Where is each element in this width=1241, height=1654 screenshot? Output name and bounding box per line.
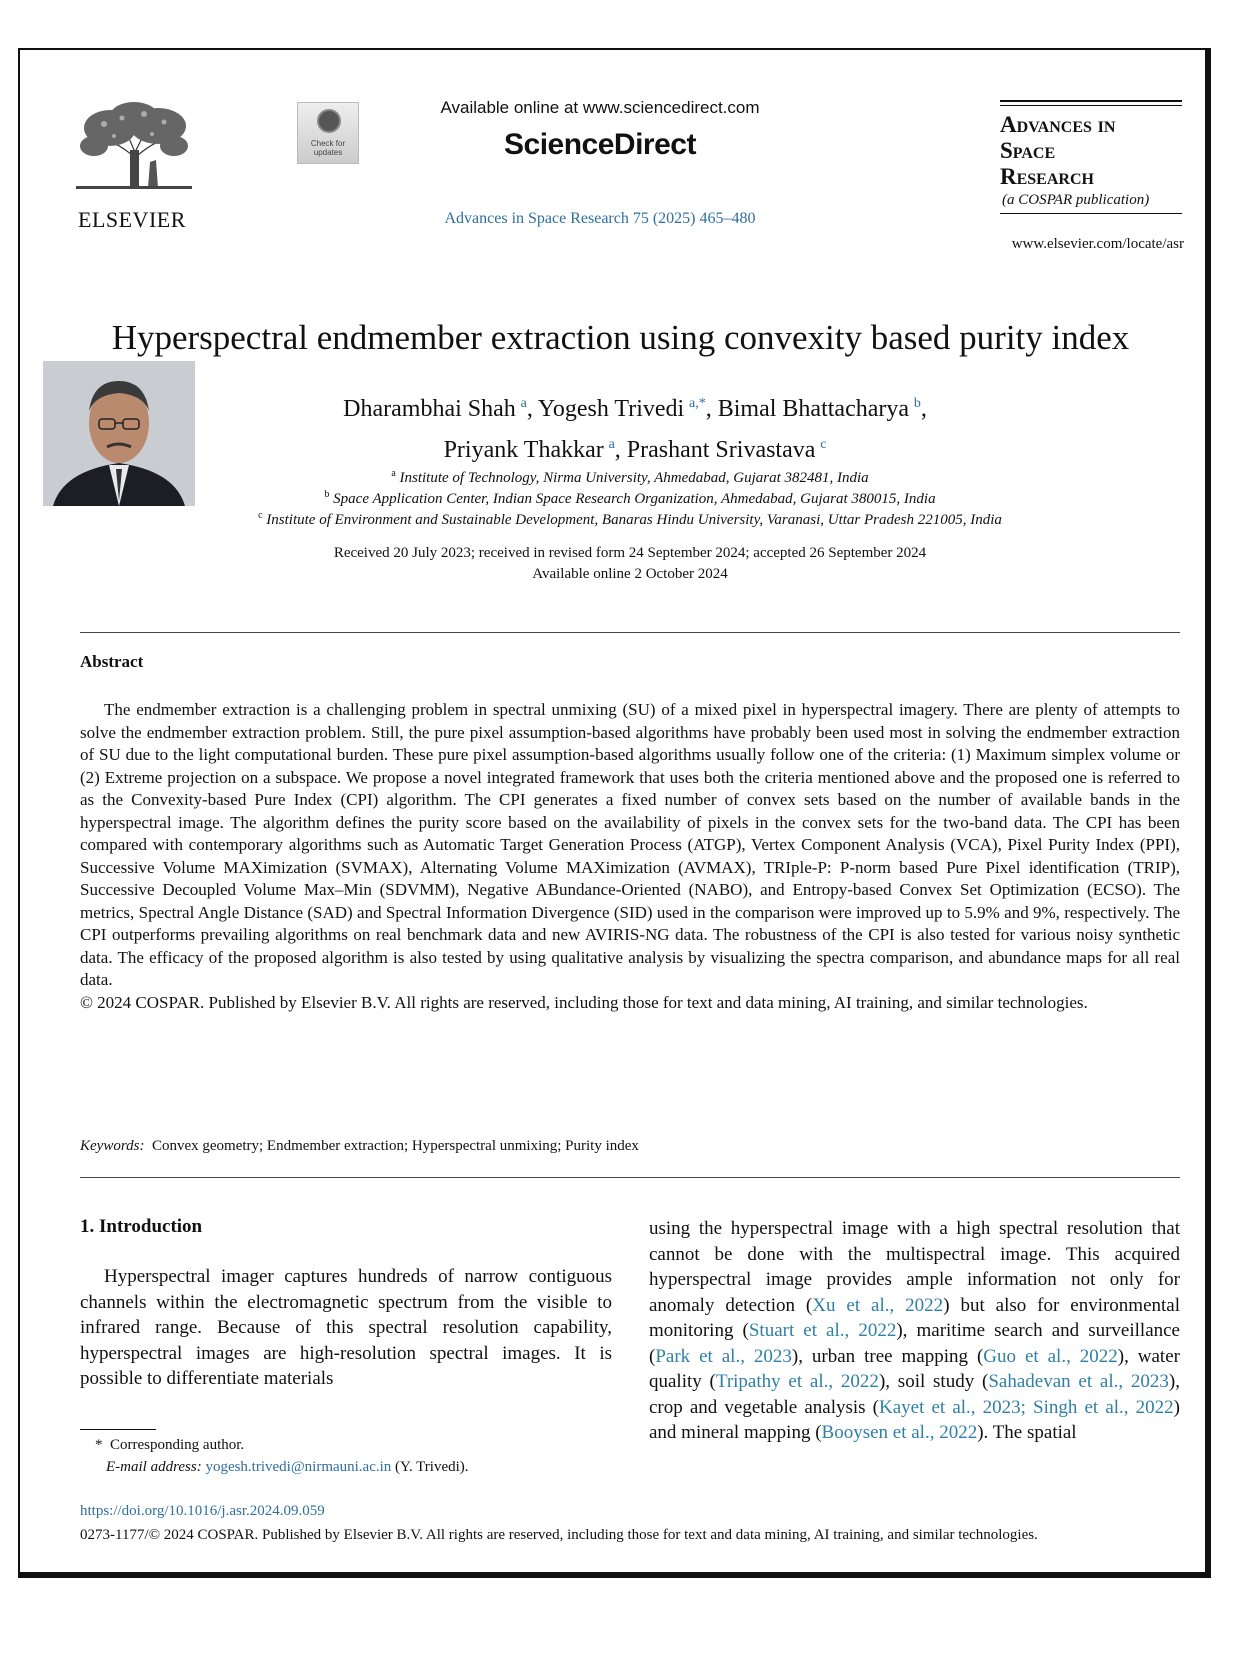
body-text: ). The spatial — [977, 1422, 1077, 1443]
affiliation-a: $^a$ Institute of Technology, Nirma University, Ahmedabad, Gujarat 382481, India — [391, 468, 869, 486]
author-separator: , — [705, 396, 718, 422]
available-online: Available online at www.sciencedirect.com — [440, 98, 760, 117]
journal-subtitle: (a COSPAR publication) — [1002, 192, 1150, 208]
intro-column-2 — [649, 1216, 1180, 1446]
citation-link[interactable]: Sahadevan et al., 2023 — [988, 1371, 1169, 1392]
author-affiliation-marker[interactable]: a — [608, 437, 615, 452]
body-text: using the hyperspectral image with a high spectral resolution that cannot be done with the multispectral image. This acquired hyperspectral image provides ample information not only for anomaly detection ( — [649, 1218, 1180, 1316]
footer-copyright: 0273-1177/© 2024 COSPAR. Published by Elsevier B.V. All rights are reserved, including those for text and data mining, AI training, and similar technologies. — [80, 1527, 1038, 1543]
abstract-copyright: © 2024 COSPAR. Published by Elsevier B.V. All rights are reserved, including those for text and data mining, AI training, and similar technologies. — [80, 992, 1088, 1012]
author-name: Yogesh Trivedi — [537, 396, 685, 422]
elsevier-tree-logo — [74, 100, 194, 190]
body-text: ), crop and vegetable analysis ( — [649, 1371, 1180, 1418]
body-text: ) and mineral mapping ( — [649, 1396, 1180, 1443]
check-for-updates-badge[interactable] — [297, 102, 359, 164]
affiliation-b: $^b$ Space Application Center, Indian Space Research Organization, Ahmedabad, Gujarat 380015, India — [324, 489, 936, 507]
divider-bottom — [80, 1177, 1180, 1178]
author-separator: , — [614, 437, 627, 463]
journal-masthead — [1000, 100, 1182, 217]
author-separator: , — [920, 396, 927, 422]
author-affiliation-marker[interactable]: b — [913, 396, 921, 411]
keywords-label: Keywords: — [80, 1138, 145, 1154]
crossmark-icon — [317, 109, 341, 133]
author-separator: , — [526, 396, 538, 422]
abstract-heading: Abstract — [80, 652, 144, 671]
citation-link[interactable]: Park et al., 2023 — [655, 1345, 792, 1367]
article-title: Hyperspectral endmember extraction using convexity based purity index — [111, 318, 1130, 357]
citation-link[interactable]: Tripathy et al., 2022 — [715, 1371, 879, 1392]
affiliation-c: $^c$ Institute of Environment and Sustainable Development, Banaras Hindu University, Varanasi, Uttar Pradesh 221005, India — [258, 510, 1002, 528]
email-link[interactable]: yogesh.trivedi@nirmauni.ac.in — [205, 1459, 392, 1475]
author-line-2 — [200, 427, 1070, 468]
crossmark-label: Check for updates — [310, 139, 346, 157]
journal-title: Advances in Space Research — [1000, 112, 1116, 189]
author-name: Dharambhai Shah — [343, 396, 516, 422]
citation-link[interactable]: Booysen et al., 2022 — [821, 1422, 978, 1443]
body-text: ), soil study ( — [878, 1371, 989, 1392]
abstract-text: The endmember extraction is a challenging problem in spectral unmixing (SU) of a mixed pixel in hyperspectral imagery. There are plenty of attempts to solve the endmember extraction problem. Still, the pure pixel assumption-based algorithms have probably been used most in solving the endmember extraction of SU due to the light computational burden. These pure pixel assumption-based algorithms usually follow one of the criteria: (1) Maximum simplex volume or (2) Extreme projection on a subspace. We propose a novel integrated framework that uses both the criteria mentioned above and the proposed one is referred to as the Convexity-based Pure Index (CPI) algorithm. The CPI generates a fixed number of convex sets based on the number of available bands in the hyperspectral image. The algorithm defines the purity score based on the availability of pixels in the convex sets for the two-band data. The CPI has been compared with contemporary algorithms such as Automatic Target Generation Process (ATGP), Vertex Component Analysis (VCA), Pixel Purity Index (PPI), Successive Volume MAXimization (SVMAX), Alternating Volume MAXimization (AVMAX), TRIple-P: P-norm based Pure Pixel identification (TRIP), Successive Decoupled Volume Max–Min (SDVMM), Negative ABundance-Oriented (NABO), and Entropy-based Convex Set Optimization (ECSO). The metrics, Spectral Angle Distance (SAD) and Spectral Information Divergence (SID) used in the comparison were improved up to 5.9% and 9%, respectively. The CPI outperforms prevailing algorithms on real benchmark data and new AVIRIS-NG data. The robustness of the CPI is also tested for various noisy synthetic data. The efficacy of the proposed algorithm is also tested by using qualitative analysis by visualizing the spectra comparison, and abundance maps for all real data. — [80, 700, 1180, 989]
author-name: Bimal Bhattacharya — [717, 396, 910, 422]
body-text: ), urban tree mapping ( — [791, 1345, 984, 1367]
journal-reference-link[interactable]: Advances in Space Research 75 (2025) 465–480 — [444, 210, 756, 227]
journal-url[interactable]: www.elsevier.com/locate/asr — [1011, 236, 1184, 252]
publisher-wordmark: ELSEVIER — [78, 207, 186, 232]
footnote-rule — [80, 1429, 156, 1430]
footnote-email: E-mail address: yogesh.trivedi@nirmauni.ac.in (Y. Trivedi). — [106, 1459, 469, 1475]
abstract-body — [80, 699, 1180, 1014]
sciencedirect-logo: ScienceDirect — [504, 128, 696, 161]
section-heading-introduction: 1. Introduction — [80, 1216, 203, 1237]
received-dates: Received 20 July 2023; received in revised form 24 September 2024; accepted 26 September 2024 — [333, 545, 927, 561]
keywords — [80, 1138, 639, 1155]
available-date: Available online 2 October 2024 — [532, 566, 728, 582]
citation-link[interactable]: Kayet et al., 2023; Singh et al., 2022 — [879, 1396, 1174, 1418]
author-name: Prashant Srivastava — [626, 437, 816, 463]
citation-link[interactable]: Stuart et al., 2022 — [748, 1320, 897, 1341]
author-affiliation-marker[interactable]: a,* — [689, 396, 706, 411]
doi-link[interactable]: https://doi.org/10.1016/j.asr.2024.09.059 — [80, 1503, 325, 1519]
body-text: ), maritime search and surveillance ( — [649, 1320, 1180, 1367]
author-affiliation-marker[interactable]: c — [820, 437, 827, 452]
author-name: Priyank Thakkar — [443, 437, 604, 463]
author-affiliation-marker[interactable]: a — [520, 396, 527, 411]
footnote-corresponding: * Corresponding author. — [95, 1437, 245, 1453]
intro-column-1: Hyperspectral imager captures hundreds of narrow contiguous channels within the electromagnetic spectrum from the visible to infrared range. Because of this spectral resolution capability, hyperspectral images are high-resolution spectral images. It is possible to differentiate materials — [80, 1266, 612, 1389]
keywords-list: Convex geometry; Endmember extraction; Hyperspectral unmixing; Purity index — [151, 1138, 639, 1154]
divider-top — [80, 632, 1180, 633]
body-text: ), water quality ( — [649, 1345, 1180, 1392]
citation-link[interactable]: Xu et al., 2022 — [812, 1294, 944, 1316]
citation-link[interactable]: Guo et al., 2022 — [983, 1345, 1118, 1367]
body-text: ) but also for environmental monitoring ( — [649, 1294, 1181, 1341]
author-line-1 — [200, 386, 1070, 427]
author-list — [200, 386, 1070, 468]
